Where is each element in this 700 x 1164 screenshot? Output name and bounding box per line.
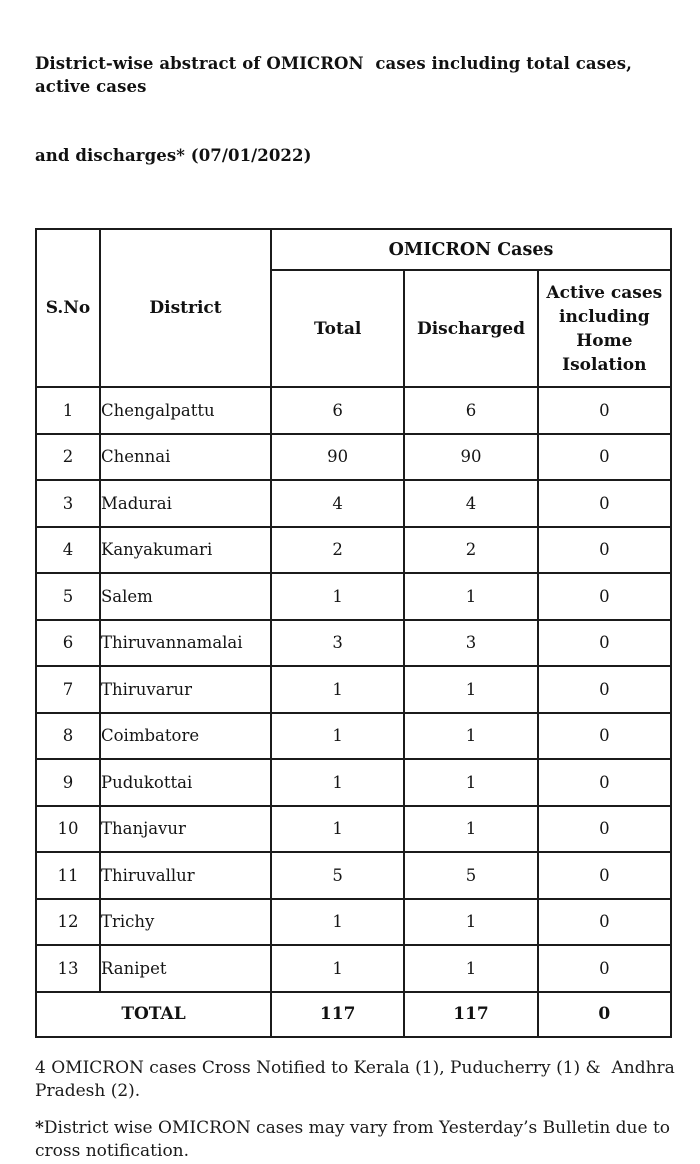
table-row-madurai — [36, 480, 671, 527]
cell-discharged: 3 — [404, 620, 537, 667]
table-row-chengalpattu — [36, 387, 671, 434]
cell-district: Kanyakumari — [100, 527, 271, 574]
cell-district: Thiruvallur — [100, 852, 271, 899]
cell-discharged: 1 — [404, 713, 537, 760]
table-row-kanyakumari — [36, 527, 671, 574]
cell-active: 0 — [538, 434, 671, 481]
cell-sno: 6 — [36, 620, 100, 667]
cell-discharged: 6 — [404, 387, 537, 434]
group-header-row — [36, 229, 671, 270]
cell-discharged: 5 — [404, 852, 537, 899]
cell-district: Trichy — [100, 899, 271, 946]
cell-active: 0 — [538, 806, 671, 853]
table-row-chennai — [36, 434, 671, 481]
cell-total: 1 — [271, 806, 404, 853]
table-row-trichy — [36, 899, 671, 946]
group-header-omicron-cases: OMICRON Cases — [271, 229, 671, 270]
table-row-thiruvallur — [36, 852, 671, 899]
cell-discharged: 1 — [404, 945, 537, 992]
cell-total: 1 — [271, 573, 404, 620]
cell-discharged: 4 — [404, 480, 537, 527]
total-row-active: 0 — [538, 992, 671, 1037]
table-total-row — [36, 992, 671, 1037]
cell-district: Chennai — [100, 434, 271, 481]
col-header-district: District — [100, 229, 271, 387]
total-row-discharged: 117 — [404, 992, 537, 1037]
cell-active: 0 — [538, 620, 671, 667]
cell-sno: 5 — [36, 573, 100, 620]
cell-district: Ranipet — [100, 945, 271, 992]
cell-discharged: 1 — [404, 759, 537, 806]
cell-active: 0 — [538, 852, 671, 899]
footnote-asterisk: * — [35, 1117, 44, 1138]
cell-sno: 12 — [36, 899, 100, 946]
table-row-thanjavur — [36, 806, 671, 853]
table-row-ranipet — [36, 945, 671, 992]
cell-sno: 2 — [36, 434, 100, 481]
cell-discharged: 90 — [404, 434, 537, 481]
col-header-active-cases: Active cases including Home Isolation — [538, 270, 671, 387]
table-row-thiruvannamalai — [36, 620, 671, 667]
cell-active: 0 — [538, 387, 671, 434]
omicron-cases-table — [35, 228, 672, 1038]
page-title-line-2: and discharges* (07/01/2022) — [35, 146, 312, 165]
cell-total: 3 — [271, 620, 404, 667]
table-row-coimbatore — [36, 713, 671, 760]
table-row-pudukottai — [36, 759, 671, 806]
cell-sno: 11 — [36, 852, 100, 899]
cell-sno: 8 — [36, 713, 100, 760]
cell-sno: 13 — [36, 945, 100, 992]
cell-sno: 4 — [36, 527, 100, 574]
table-body — [36, 387, 671, 1037]
cell-district: Thiruvarur — [100, 666, 271, 713]
cell-sno: 10 — [36, 806, 100, 853]
cell-discharged: 2 — [404, 527, 537, 574]
total-row-total: 117 — [271, 992, 404, 1037]
cell-sno: 3 — [36, 480, 100, 527]
page-title — [35, 6, 672, 213]
cell-sno: 7 — [36, 666, 100, 713]
col-header-discharged: Discharged — [404, 270, 537, 387]
footnote-cross-notified: 4 OMICRON cases Cross Notified to Kerala (1), Puducherry (1) & Andhra Pradesh (2). — [35, 1057, 681, 1101]
table-header — [36, 229, 671, 387]
cell-total: 1 — [271, 713, 404, 760]
cell-total: 5 — [271, 852, 404, 899]
cell-discharged: 1 — [404, 806, 537, 853]
cell-discharged: 1 — [404, 666, 537, 713]
col-header-sno: S.No — [36, 229, 100, 387]
footnote-variation-disclaimer — [35, 1117, 679, 1164]
cell-district: Salem — [100, 573, 271, 620]
cell-active: 0 — [538, 945, 671, 992]
cell-active: 0 — [538, 666, 671, 713]
total-row-label: TOTAL — [36, 992, 271, 1037]
col-header-total: Total — [271, 270, 404, 387]
cell-total: 1 — [271, 899, 404, 946]
cell-total: 1 — [271, 666, 404, 713]
cell-district: Pudukottai — [100, 759, 271, 806]
cell-discharged: 1 — [404, 573, 537, 620]
cell-active: 0 — [538, 899, 671, 946]
cell-district: Madurai — [100, 480, 271, 527]
cell-district: Thiruvannamalai — [100, 620, 271, 667]
footnotes — [35, 1057, 679, 1164]
cell-total: 2 — [271, 527, 404, 574]
cell-active: 0 — [538, 527, 671, 574]
cell-sno: 1 — [36, 387, 100, 434]
cell-district: Chengalpattu — [100, 387, 271, 434]
cell-total: 6 — [271, 387, 404, 434]
cell-active: 0 — [538, 480, 671, 527]
cell-total: 90 — [271, 434, 404, 481]
page-title-line-1: District-wise abstract of OMICRON cases including total cases, active cases — [35, 54, 638, 96]
table-row-thiruvarur — [36, 666, 671, 713]
cell-district: Thanjavur — [100, 806, 271, 853]
table-row-salem — [36, 573, 671, 620]
cell-active: 0 — [538, 573, 671, 620]
cell-sno: 9 — [36, 759, 100, 806]
cell-active: 0 — [538, 759, 671, 806]
cell-active: 0 — [538, 713, 671, 760]
cell-discharged: 1 — [404, 899, 537, 946]
cell-total: 4 — [271, 480, 404, 527]
cell-total: 1 — [271, 759, 404, 806]
footnote-disclaimer-text: District wise OMICRON cases may vary from Yesterday’s Bulletin due to cross notification. — [35, 1117, 676, 1161]
cell-total: 1 — [271, 945, 404, 992]
cell-district: Coimbatore — [100, 713, 271, 760]
